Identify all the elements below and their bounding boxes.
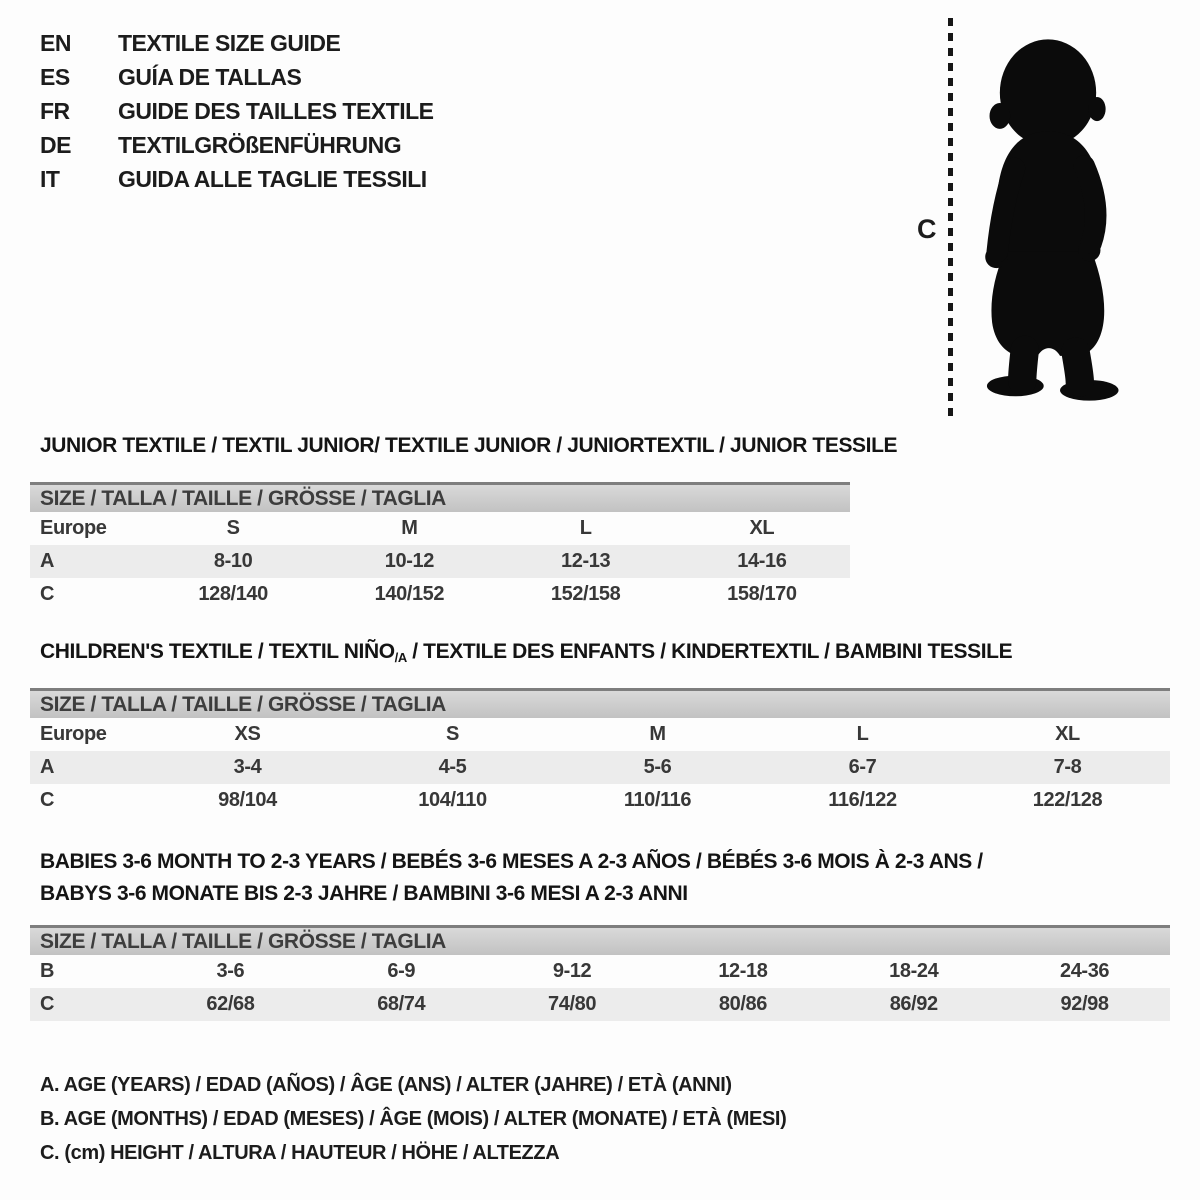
row-label: C [40,583,55,605]
table-cell: XS [234,723,261,745]
section-title-children-subscript: /A [394,650,407,665]
table-cell: L [856,723,869,745]
table-cell: 6-7 [848,756,877,778]
row-label: Europe [40,723,107,745]
size-table-junior [30,482,850,611]
table-cell: XL [749,517,775,539]
language-title: GUÍA DE TALLAS [118,63,302,90]
table-row [30,718,1170,751]
language-title: GUIDE DES TAILLES TEXTILE [118,97,434,124]
table-cell: 152/158 [550,583,621,605]
table-cell: 62/68 [206,993,255,1015]
table-row [30,751,1170,784]
table-cell: 18-24 [889,960,939,982]
language-code: EN [40,29,71,56]
table-cell: 98/104 [218,789,277,811]
section-title-children-prefix: CHILDREN'S TEXTILE / TEXTIL NIÑO [40,640,395,663]
table-cell: S [446,723,459,745]
table-cell: 80/86 [718,993,767,1015]
language-code: ES [40,63,70,90]
language-row [40,26,434,60]
legend-note-b: B. AGE (MONTHS) / EDAD (MESES) / ÂGE (MOIS) / ALTER (MONATE) / ETÀ (MESI) [40,1107,787,1130]
section-title-junior: JUNIOR TEXTILE / TEXTIL JUNIOR/ TEXTILE JUNIOR / JUNIORTEXTIL / JUNIOR TESSILE [40,434,898,457]
language-code: FR [40,97,70,124]
size-header-label: SIZE / TALLA / TAILLE / GRÖSSE / TAGLIA [40,692,446,716]
language-code: DE [40,131,71,158]
table-row [30,578,850,611]
language-title: TEXTILGRÖßENFÜHRUNG [118,131,402,158]
table-cell: 7-8 [1053,756,1082,778]
language-title: GUIDA ALLE TAGLIE TESSILI [118,165,427,192]
section-title-babies-line2: BABYS 3-6 MONATE BIS 2-3 JAHRE / BAMBINI 3-6 MESI A 2-3 ANNI [40,882,688,905]
section-title-children-suffix: / TEXTILE DES ENFANTS / KINDERTEXTIL / BAMBINI TESSILE [406,640,1013,663]
row-label: C [40,993,55,1015]
table-cell: 68/74 [377,993,426,1015]
table-cell: M [649,723,666,745]
table-cell: XL [1055,723,1080,745]
section-title-children [40,640,1012,665]
language-title-block [40,26,434,196]
table-cell: 110/116 [623,789,692,811]
size-header-label: SIZE / TALLA / TAILLE / GRÖSSE / TAGLIA [40,486,446,510]
table-cell: 4-5 [438,756,467,778]
size-header-label: SIZE / TALLA / TAILLE / GRÖSSE / TAGLIA [40,929,446,953]
table-cell: 140/152 [374,583,445,605]
table-cell: 6-9 [387,960,416,982]
section-title-babies-line1: BABIES 3-6 MONTH TO 2-3 YEARS / BEBÉS 3-6 MESES A 2-3 AÑOS / BÉBÉS 3-6 MOIS À 2-3 ANS / [40,850,983,873]
table-cell: 158/170 [727,583,797,605]
height-dashed-line [948,18,953,418]
legend-note-a: A. AGE (YEARS) / EDAD (AÑOS) / ÂGE (ANS) / ALTER (JAHRE) / ETÀ (ANNI) [40,1073,732,1096]
size-table-children [30,688,1170,817]
legend-note-c: C. (cm) HEIGHT / ALTURA / HAUTEUR / HÖHE / ALTEZZA [40,1141,560,1164]
table-cell: 12-18 [718,960,768,982]
table-cell: M [401,517,418,539]
size-table-babies [30,925,1170,1021]
table-row [30,955,1170,988]
language-row [40,128,434,162]
table-cell: 5-6 [643,756,672,778]
row-label: B [40,960,55,982]
row-label: C [40,789,55,811]
table-row [30,512,850,545]
table-row [30,545,850,578]
table-cell: 10-12 [384,550,434,572]
size-header-bar [30,482,850,512]
size-header-bar [30,925,1170,955]
table-cell: 12-13 [561,550,611,572]
table-cell: 74/80 [548,993,597,1015]
row-label: Europe [40,517,107,539]
table-row [30,784,1170,817]
table-cell: 24-36 [1059,960,1110,982]
table-row [30,988,1170,1021]
baby-silhouette-icon [962,20,1134,420]
table-cell: 8-10 [213,550,253,572]
language-title: TEXTILE SIZE GUIDE [118,29,341,56]
legend-notes [40,1068,786,1170]
language-row [40,94,434,128]
language-row [40,60,434,94]
height-c-label: C [917,214,937,244]
table-cell: 116/122 [828,789,897,811]
table-cell: 9-12 [552,960,592,982]
row-label: A [40,756,55,778]
table-cell: 14-16 [737,550,787,572]
table-cell: S [226,517,240,539]
language-code: IT [40,165,60,192]
table-cell: 3-6 [216,960,245,982]
table-cell: 86/92 [889,993,938,1015]
language-row [40,162,434,196]
table-cell: 92/98 [1060,993,1109,1015]
table-cell: 128/140 [198,583,268,605]
table-cell: 122/128 [1032,789,1103,811]
table-cell: 3-4 [233,756,262,778]
size-header-bar [30,688,1170,718]
table-cell: L [579,517,592,539]
row-label: A [40,550,55,572]
table-cell: 104/110 [418,789,487,811]
